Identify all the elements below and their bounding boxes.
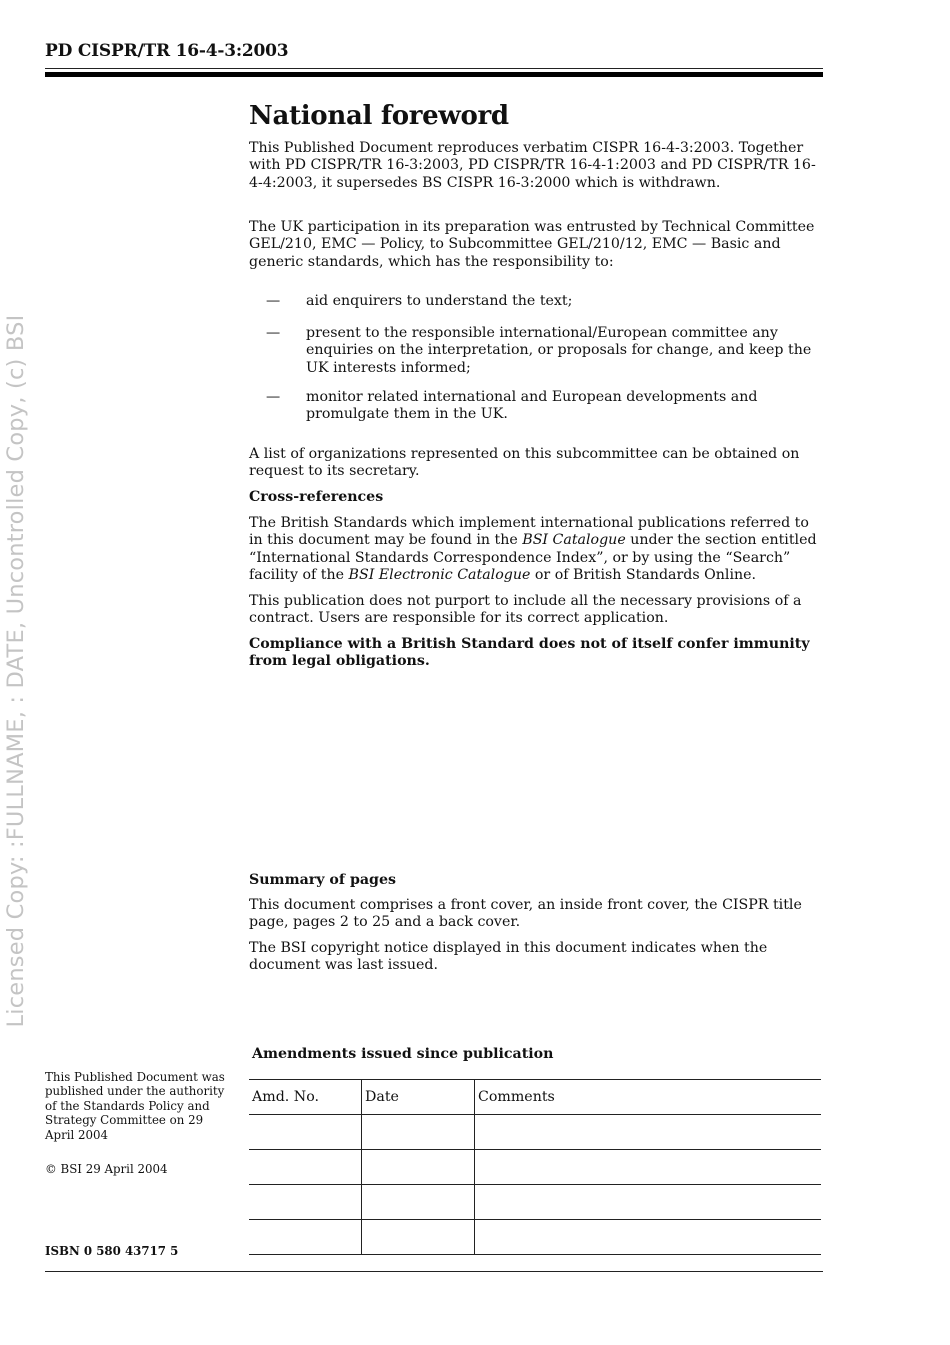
table-row bbox=[249, 1220, 821, 1255]
paragraph-text: This publication does not purport to include all the necessary provisions of a contract. Users are responsible for its correct application. bbox=[249, 593, 802, 627]
summary-paragraph-1 bbox=[249, 897, 823, 932]
paragraph-text: This document comprises a front cover, an inside front cover, the CISPR title page, pages 2 to 25 and a back cover. bbox=[249, 897, 802, 931]
text-run: or of British Standards Online. bbox=[530, 567, 757, 584]
amendments-table bbox=[249, 1079, 821, 1255]
footer-rule bbox=[45, 1271, 823, 1272]
table-cell bbox=[362, 1115, 475, 1150]
header-rule-thin bbox=[45, 68, 823, 69]
table-cell bbox=[249, 1150, 362, 1185]
table-cell bbox=[475, 1220, 822, 1255]
table-cell bbox=[249, 1185, 362, 1220]
text-run: under the section entitled “International Standards Correspondence Index”, or by using the “Search” facility of the bbox=[249, 532, 817, 584]
copyright-notice: © BSI 29 April 2004 bbox=[45, 1162, 168, 1176]
amendments-heading: Amendments issued since publication bbox=[252, 1046, 554, 1062]
bullet-dash: — bbox=[266, 325, 281, 341]
table-cell bbox=[249, 1220, 362, 1255]
text-run: The British Standards which implement international publications referred to in this document may be found in the bbox=[249, 515, 809, 549]
table-cell bbox=[249, 1115, 362, 1150]
summary-heading: Summary of pages bbox=[249, 872, 396, 888]
publication-authority-note: This Published Document was published under the authority of the Standards Policy and Strategy Committee on 29 April 2004 bbox=[45, 1070, 225, 1142]
table-cell bbox=[362, 1220, 475, 1255]
paragraph-text: This Published Document reproduces verbatim CISPR 16-4-3:2003. Together with PD CISPR/TR 16-3:2003, PD CISPR/TR 16-4-1:2003 and PD CISPR/TR 16-4-4:2003, it supersedes BS CISPR 16-3:2000 which is withdrawn. bbox=[249, 140, 816, 191]
foreword-paragraph-1 bbox=[249, 140, 823, 192]
table-cell bbox=[362, 1185, 475, 1220]
list-item-text: monitor related international and European developments and promulgate them in the UK. bbox=[306, 389, 758, 423]
table-row bbox=[249, 1115, 821, 1150]
cross-references-heading: Cross-references bbox=[249, 489, 384, 505]
cross-references-paragraph-1 bbox=[249, 515, 823, 585]
summary-paragraph-2 bbox=[249, 940, 823, 975]
header-rule-thick bbox=[45, 72, 823, 77]
table-cell bbox=[475, 1185, 822, 1220]
table-cell bbox=[362, 1150, 475, 1185]
paragraph-text: A list of organizations represented on this subcommittee can be obtained on request to its secretary. bbox=[249, 446, 800, 480]
bsi-electronic-catalogue-title: BSI Electronic Catalogue bbox=[348, 567, 531, 584]
list-item-text: present to the responsible international/European committee any enquiries on the interpretation, or proposals for change, and keep the UK interests informed; bbox=[306, 325, 812, 376]
compliance-statement: Compliance with a British Standard does not of itself confer immunity from legal obligations. bbox=[249, 636, 810, 670]
table-header-row bbox=[249, 1080, 821, 1115]
foreword-paragraph-2 bbox=[249, 219, 823, 271]
bullet-dash: — bbox=[266, 389, 281, 405]
paragraph-text: The BSI copyright notice displayed in this document indicates when the document was last issued. bbox=[249, 940, 768, 974]
column-header-amd-no: Amd. No. bbox=[249, 1080, 362, 1115]
page-title: National foreword bbox=[249, 101, 509, 131]
column-header-comments: Comments bbox=[475, 1080, 822, 1115]
list-item-text: aid enquirers to understand the text; bbox=[306, 293, 573, 309]
bullet-dash: — bbox=[266, 293, 281, 309]
table-cell bbox=[475, 1150, 822, 1185]
license-watermark: Licensed Copy: :FULLNAME, : DATE, Uncontrolled Copy, (c) BSI bbox=[3, 314, 29, 1028]
table-row bbox=[249, 1185, 821, 1220]
paragraph-text: The UK participation in its preparation was entrusted by Technical Committee GEL/210, EMC — Policy, to Subcommittee GEL/210/12, EMC — Basic and generic standards, which has the responsibility to: bbox=[249, 219, 815, 270]
cross-references-paragraph-2 bbox=[249, 593, 823, 628]
bsi-catalogue-title: BSI Catalogue bbox=[522, 532, 626, 549]
document-code: PD CISPR/TR 16-4-3:2003 bbox=[45, 41, 289, 61]
foreword-paragraph-3 bbox=[249, 446, 823, 481]
column-header-date: Date bbox=[362, 1080, 475, 1115]
table-cell bbox=[475, 1115, 822, 1150]
table-row bbox=[249, 1150, 821, 1185]
isbn: ISBN 0 580 43717 5 bbox=[45, 1244, 179, 1258]
